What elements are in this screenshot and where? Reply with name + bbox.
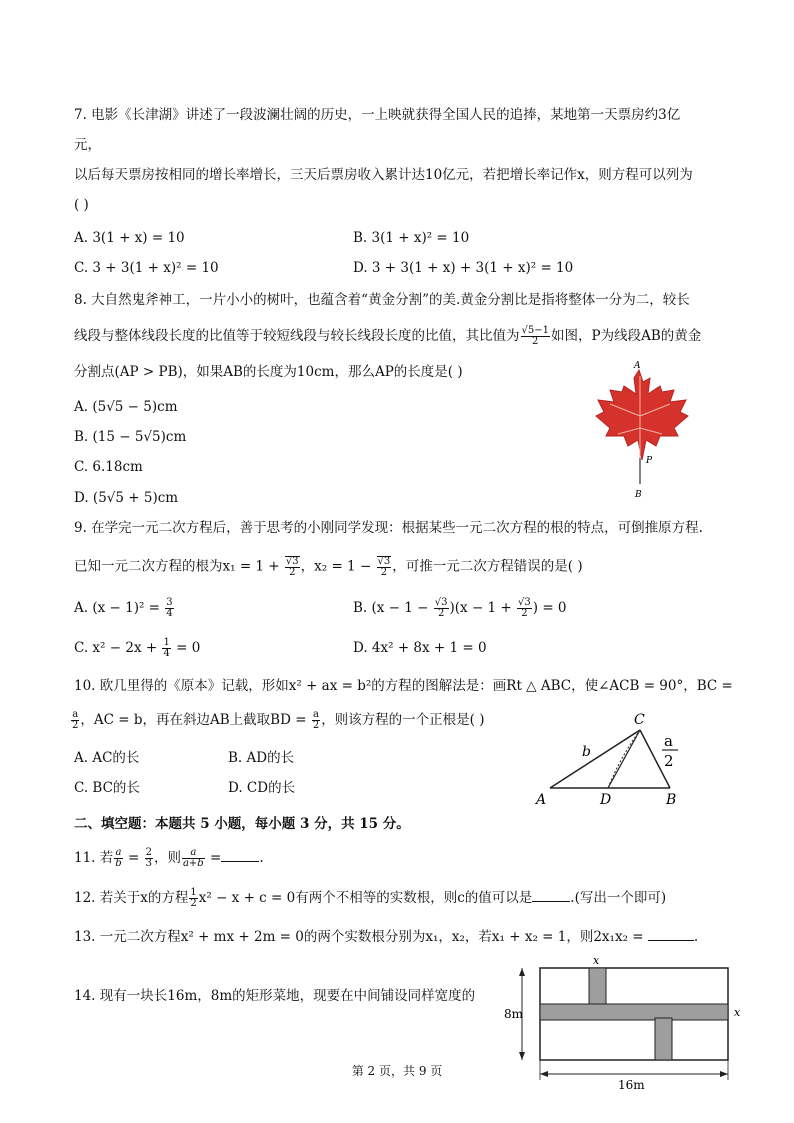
q7-option-a: A. 3(1 + x) = 10 <box>74 230 185 246</box>
q9-option-d: D. 4x² + 8x + 1 = 0 <box>353 640 487 656</box>
q10-line2: $\frac{a}{2}$ ，AC = b，再在斜边AB上截取BD = $\frac{a}{2}$ ，则该方程的一个正根是( ) <box>72 709 485 731</box>
q10-option-d: D. CD的长 <box>228 780 296 796</box>
q14-line: 14. 现有一块长16m，8m的矩形菜地，现要在中间铺设同样宽度的 <box>74 988 476 1004</box>
q8-line2: 线段与整体线段长度的比值等于较短线段与较长线段长度的比值，其比值为 $\frac{√5-1}{2}$ 如图，P为线段AB的黄金 <box>74 325 702 347</box>
q10-option-c: C. BC的长 <box>74 780 140 796</box>
tri-label-d: D <box>600 792 612 808</box>
tri-label-a-num: a <box>664 732 673 750</box>
section-heading: 二、填空题：本题共 5 小题，每小题 3 分，共 15 分。 <box>74 816 410 832</box>
triangle-figure <box>530 708 710 810</box>
page-footer: 第 2 页，共 9 页 <box>351 1064 443 1078</box>
q8-option-d: D. (5√5 + 5)cm <box>74 490 179 506</box>
q11-answer-blank[interactable] <box>221 849 259 862</box>
q12-answer-blank[interactable] <box>532 889 570 902</box>
q12-line: 12. 若关于x的方程 $\frac{1}{2}$ x² − x + c = 0有两个不相等的实数根，则c的值可以是 .(写出一个即可) <box>74 887 667 909</box>
leaf-label-a: A <box>634 361 641 371</box>
q9-line1: 9. 在学完一元二次方程后，善于思考的小刚同学发现：根据某些一元二次方程的根的特点，可倒推原方程. <box>74 520 703 536</box>
q9-option-c: C. x² − 2x + $\frac{1}{4}$ = 0 <box>74 637 201 659</box>
tri-label-c: C <box>634 712 645 728</box>
q10-option-a: A. AC的长 <box>74 750 140 766</box>
tri-label-a: A <box>536 792 547 808</box>
garden-label-8m: 8m <box>504 1007 524 1021</box>
q9-option-a: A. (x − 1)² = $\frac{3}{4}$ <box>74 597 173 619</box>
q9-option-b: B. (x − 1 − $\frac{√3}{2}$ )(x − 1 + $\frac{√3}{2}$ ) = 0 <box>353 597 567 619</box>
tri-label-b-side: b <box>582 744 591 760</box>
tri-label-b: B <box>666 792 677 808</box>
q10-option-b: B. AD的长 <box>228 750 295 766</box>
golden-ratio-fraction: $\frac{√5-1}{2}$ <box>521 325 549 347</box>
q11-line: 11. 若 $\frac{a}{b}$ = $\frac{2}{3}$ ，则 $\frac{a}{a+b}$ = . <box>74 847 264 869</box>
q7-paren: ( ) <box>74 197 89 213</box>
q10-line1: 10. 欧几里得的《原本》记载，形如x² + ax = b²的方程的图解法是：画Rt △ ABC，使∠ACB = 90°，BC = <box>74 678 733 694</box>
q7-line3: 以后每天票房按相同的增长率增长，三天后票房收入累计达10亿元，若把增长率记作x，则方程可以列为 <box>74 167 693 183</box>
q13-answer-blank[interactable] <box>648 928 694 941</box>
q8-option-c: C. 6.18cm <box>74 459 143 475</box>
tri-label-two: 2 <box>664 752 674 770</box>
q8-line3: 分割点(AP > PB)，如果AB的长度为10cm，那么AP的长度是( ) <box>74 364 463 380</box>
q7-line2: 元， <box>74 137 101 153</box>
leaf-label-b: B <box>635 490 642 500</box>
garden-label-16m: 16m <box>618 1078 645 1092</box>
q9-line2: 已知一元二次方程的根为x₁ = 1 + $\frac{√3}{2}$ ，x₂ = 1 − $\frac{√3}{2}$ ，可推一元二次方程错误的是( ) <box>74 556 583 578</box>
q7-option-d: D. 3 + 3(1 + x) + 3(1 + x)² = 10 <box>353 260 574 276</box>
q7-option-b: B. 3(1 + x)² = 10 <box>353 230 470 246</box>
q8-option-a: A. (5√5 − 5)cm <box>74 399 178 415</box>
q7-line1: 7. 电影《长津湖》讲述了一段波澜壮阔的历史，一上映就获得全国人民的追捧，某地第一天票房约3亿 <box>74 107 681 123</box>
q7-option-c: C. 3 + 3(1 + x)² = 10 <box>74 260 219 276</box>
leaf-label-p: P <box>646 456 653 466</box>
garden-label-x-right: x <box>734 1006 741 1019</box>
maple-leaf-figure <box>590 356 700 501</box>
q8-option-b: B. (15 − 5√5)cm <box>74 429 187 445</box>
q8-line1: 8. 大自然鬼斧神工，一片小小的树叶，也蕴含着“黄金分割”的美.黄金分割比是指将整体一分为二，较长 <box>74 292 690 308</box>
garden-label-x-top: x <box>593 954 600 967</box>
q13-line: 13. 一元二次方程x² + mx + 2m = 0的两个实数根分别为x₁，x₂，若x₁ + x₂ = 1，则2x₁x₂ = . <box>74 929 699 945</box>
